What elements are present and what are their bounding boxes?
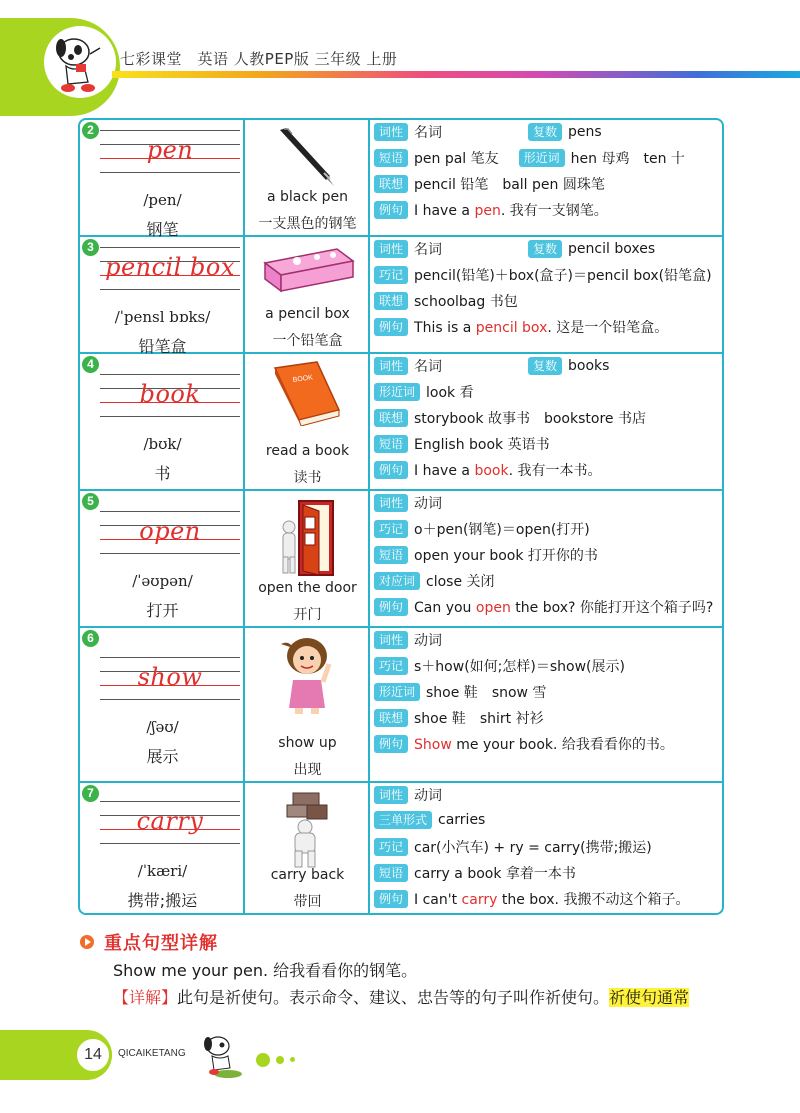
key-sentence: Show me your pen. 给我看看你的钢笔。 (113, 961, 418, 980)
illustration-pencil-box (257, 243, 357, 307)
page-number: 14 (74, 1036, 112, 1074)
illustration-pen (274, 126, 340, 190)
info-line (374, 408, 718, 434)
picture-caption-en: a pencil box (265, 306, 350, 322)
info-tag: 联想 (374, 709, 408, 727)
info-text: carry a book 拿着一本书 (414, 866, 576, 882)
info-line (374, 493, 718, 519)
info-tag: 联想 (374, 292, 408, 310)
info-text: close 关闭 (426, 574, 495, 590)
info-text: pencil 铅笔 (414, 177, 489, 193)
header-title: 七彩课堂 英语 人教PEP版 三年级 上册 (120, 50, 398, 68)
info-cell (370, 354, 722, 489)
info-cell (370, 491, 722, 626)
info-text: look 看 (426, 385, 474, 401)
highlighted-word: pen (474, 203, 501, 219)
picture-cell (245, 120, 370, 235)
info-text: pencil(铅笔)＋box(盒子)＝pencil box(铅笔盒) (414, 268, 712, 284)
picture-caption-cn: 出现 (293, 762, 322, 778)
info-line (374, 291, 718, 317)
info-cell (370, 783, 722, 915)
info-line (374, 434, 718, 460)
handwriting-lines (100, 511, 240, 567)
picture-caption-en: show up (278, 735, 337, 751)
phonetic: /pen/ (143, 191, 182, 209)
info-line (374, 785, 718, 811)
phonetic: /ˈəʊpən/ (132, 572, 193, 590)
info-text-2: pencil boxes (568, 241, 656, 257)
illustration-show (277, 634, 337, 720)
info-text: shoe 鞋 (414, 711, 466, 727)
info-line (374, 356, 718, 382)
vocab-word: open (139, 517, 201, 545)
info-text: English book 英语书 (414, 437, 550, 453)
word-meaning: 钢笔 (146, 220, 179, 239)
info-tag: 词性 (374, 240, 408, 258)
phonetic: /ʃəʊ/ (146, 718, 179, 736)
header-rainbow-stripe (112, 71, 800, 78)
word-meaning: 铅笔盒 (138, 337, 187, 356)
handwriting-lines (100, 130, 240, 186)
info-text: o＋pen(钢笔)＝open(打开) (414, 522, 590, 538)
picture-cell (245, 491, 370, 626)
picture-caption-cn: 带回 (293, 894, 322, 910)
vocabulary-table (78, 118, 724, 915)
picture-caption-cn: 读书 (293, 470, 322, 486)
example-sentence: I can't carry the box. 我搬不动这个箱子。 (414, 892, 690, 908)
info-text-2: snow 雪 (491, 685, 547, 701)
example-sentence: Can you open the box? 你能打开这个箱子吗? (414, 600, 714, 616)
example-sentence: I have a pen. 我有一支钢笔。 (414, 203, 608, 219)
info-text: open your book 打开你的书 (414, 548, 598, 564)
example-sentence: I have a book. 我有一本书。 (414, 463, 602, 479)
picture-caption-en: carry back (270, 867, 345, 883)
info-line (374, 519, 718, 545)
info-text-2: pens (568, 124, 602, 140)
highlighted-word: book (474, 463, 509, 479)
picture-caption-cn: 一个铅笔盒 (272, 333, 343, 349)
detail-highlight: 祈使句通常 (609, 988, 690, 1007)
info-text: 动词 (414, 633, 443, 649)
vocab-word: pencil box (105, 253, 235, 281)
mascot-dog-logo (44, 26, 116, 98)
info-line (374, 239, 718, 265)
info-line (374, 734, 718, 760)
word-cell (80, 354, 245, 489)
info-line (374, 656, 718, 682)
picture-caption-cn: 开门 (293, 607, 322, 623)
entry-number: 5 (82, 493, 99, 510)
info-line (374, 460, 718, 486)
info-line (374, 545, 718, 571)
info-line (374, 811, 718, 837)
info-line (374, 708, 718, 734)
info-cell (370, 237, 722, 352)
info-line (374, 889, 718, 915)
example-sentence: This is a pencil box. 这是一个铅笔盒。 (414, 320, 669, 336)
section-play-icon (80, 935, 94, 949)
info-tag: 联想 (374, 409, 408, 427)
info-text-2: ball pen 圆珠笔 (502, 177, 605, 193)
info-text-2: shirt 衬衫 (479, 711, 544, 727)
phonetic: /ˈpensl bɒks/ (114, 308, 211, 326)
highlighted-word: carry (461, 892, 498, 908)
word-cell (80, 491, 245, 626)
picture-cell (245, 354, 370, 489)
word-cell (80, 628, 245, 781)
info-tag: 例句 (374, 318, 408, 336)
detail-text: 此句是祈使句。表示命令、建议、忠告等的句子叫作祈使句。 (177, 988, 610, 1007)
info-text: car(小汽车) + ry = carry(携带;搬运) (414, 840, 652, 856)
section-title: 重点句型详解 (104, 933, 218, 954)
info-line (374, 382, 718, 408)
entry-number: 7 (82, 785, 99, 802)
info-tag-2: 复数 (528, 357, 562, 375)
word-cell (80, 237, 245, 356)
info-text-2: bookstore 书店 (543, 411, 646, 427)
detail-label: 【详解】 (113, 988, 178, 1007)
entry-number: 4 (82, 356, 99, 373)
info-line (374, 630, 718, 656)
vocab-row (80, 354, 722, 491)
info-cell (370, 120, 722, 235)
footer-brand: QICAIKETANG (118, 1048, 186, 1059)
info-tag: 形近词 (374, 383, 420, 401)
info-tag: 三单形式 (374, 811, 432, 829)
illustration-open (275, 497, 339, 581)
info-text: 动词 (414, 496, 443, 512)
picture-caption-cn: 一支黑色的钢笔 (258, 216, 357, 232)
info-text: shoe 鞋 (426, 685, 478, 701)
vocab-row (80, 120, 722, 237)
info-tag: 词性 (374, 357, 408, 375)
info-text: 动词 (414, 788, 443, 804)
handwriting-lines (100, 374, 240, 430)
illustration-carry (275, 789, 339, 873)
highlighted-word: Show (414, 737, 452, 753)
info-text: 名词 (414, 125, 443, 141)
word-cell (80, 120, 245, 239)
phonetic: /bʊk/ (143, 435, 182, 453)
vocab-word: carry (136, 807, 204, 835)
info-tag: 巧记 (374, 657, 408, 675)
handwriting-lines (100, 657, 240, 713)
word-meaning: 打开 (146, 601, 179, 620)
info-tag: 短语 (374, 546, 408, 564)
word-meaning: 携带;搬运 (127, 891, 198, 910)
info-tag: 对应词 (374, 572, 420, 590)
info-line (374, 148, 718, 174)
info-tag: 词性 (374, 631, 408, 649)
info-line (374, 122, 718, 148)
info-tag: 短语 (374, 435, 408, 453)
entry-number: 6 (82, 630, 99, 647)
key-sentence-detail (113, 985, 689, 1008)
info-text: pen pal 笔友 (414, 151, 499, 167)
info-tag-2: 复数 (528, 123, 562, 141)
info-text-3: ten 十 (643, 151, 685, 167)
info-tag: 例句 (374, 201, 408, 219)
info-tag: 词性 (374, 494, 408, 512)
entry-number: 3 (82, 239, 99, 256)
highlighted-word: pencil box (475, 320, 548, 336)
word-meaning: 展示 (146, 747, 179, 766)
info-text-2: books (568, 358, 610, 374)
info-tag-2: 复数 (528, 240, 562, 258)
phonetic: /ˈkæri/ (137, 862, 188, 880)
info-text-2: hen 母鸡 (570, 151, 630, 167)
entry-number: 2 (82, 122, 99, 139)
info-line (374, 317, 718, 343)
info-tag: 短语 (374, 149, 408, 167)
info-tag: 词性 (374, 123, 408, 141)
info-tag: 形近词 (374, 683, 420, 701)
vocab-word: book (139, 380, 201, 408)
info-tag: 词性 (374, 786, 408, 804)
footer-mascot-icon (198, 1030, 250, 1080)
info-text: 名词 (414, 359, 443, 375)
info-line (374, 265, 718, 291)
info-tag: 短语 (374, 864, 408, 882)
word-meaning: 书 (154, 464, 171, 483)
vocab-row (80, 237, 722, 354)
info-line (374, 597, 718, 623)
example-sentence: Show me your book. 给我看看你的书。 (414, 737, 674, 753)
picture-caption-en: read a book (265, 443, 350, 459)
info-text: s＋how(如何;怎样)＝show(展示) (414, 659, 625, 675)
info-cell (370, 628, 722, 781)
info-tag-2: 形近词 (519, 149, 565, 167)
vocab-row (80, 491, 722, 628)
info-text: schoolbag 书包 (414, 294, 518, 310)
info-tag: 巧记 (374, 838, 408, 856)
picture-caption-en: a black pen (266, 189, 348, 205)
picture-cell (245, 628, 370, 781)
info-tag: 例句 (374, 598, 408, 616)
info-line (374, 837, 718, 863)
picture-caption-en: open the door (258, 580, 357, 596)
vocab-word: show (137, 663, 203, 691)
picture-cell (245, 783, 370, 915)
svg-text:BOOK: BOOK (291, 374, 313, 384)
info-text: carries (438, 812, 486, 828)
illustration-book (269, 360, 345, 430)
footer-dots (256, 1049, 301, 1068)
handwriting-lines (100, 247, 240, 303)
info-text: storybook 故事书 (414, 411, 530, 427)
vocab-word: pen (146, 136, 194, 164)
info-line (374, 571, 718, 597)
vocab-row (80, 628, 722, 783)
handwriting-lines (100, 801, 240, 857)
info-tag: 例句 (374, 461, 408, 479)
picture-cell (245, 237, 370, 352)
highlighted-word: open (475, 600, 511, 616)
info-line (374, 200, 718, 226)
info-line (374, 174, 718, 200)
word-cell (80, 783, 245, 915)
info-tag: 巧记 (374, 520, 408, 538)
info-tag: 联想 (374, 175, 408, 193)
info-line (374, 863, 718, 889)
info-line (374, 682, 718, 708)
info-tag: 例句 (374, 890, 408, 908)
info-tag: 巧记 (374, 266, 408, 284)
info-text: 名词 (414, 242, 443, 258)
info-tag: 例句 (374, 735, 408, 753)
vocab-row (80, 783, 722, 915)
